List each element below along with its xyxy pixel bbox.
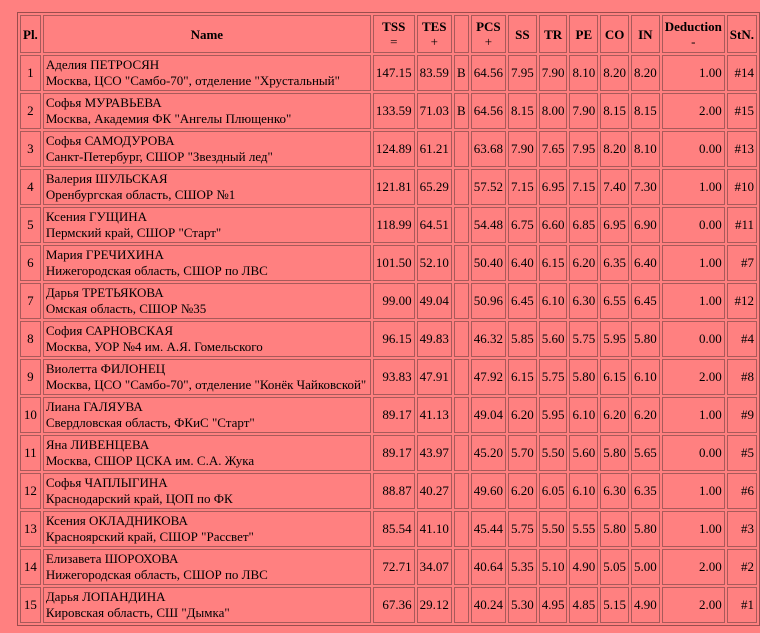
pe-cell: 4.85 xyxy=(569,587,598,623)
mark-cell xyxy=(454,473,469,509)
pe-cell: 6.10 xyxy=(569,473,598,509)
co-cell: 8.15 xyxy=(600,93,629,129)
header-tes xyxy=(417,15,452,53)
ss-cell: 6.40 xyxy=(508,245,537,281)
tes-cell: 29.12 xyxy=(417,587,452,623)
tes-cell: 61.21 xyxy=(417,131,452,167)
pcs-cell: 46.32 xyxy=(471,321,506,357)
name-cell xyxy=(43,283,371,319)
skater-name: Аделия ПЕТРОСЯН xyxy=(45,57,160,72)
skater-name: Софья ЧАПЛЫГИНА xyxy=(45,475,168,490)
skater-name: Виолетта ФИЛОНЕЦ xyxy=(45,361,166,376)
stn-cell: #6 xyxy=(727,473,757,509)
header-tss-operator: = xyxy=(390,34,398,49)
tr-cell: 5.50 xyxy=(539,511,568,547)
header-name xyxy=(43,15,371,53)
place-cell: 6 xyxy=(20,245,41,281)
tr-cell: 8.00 xyxy=(539,93,568,129)
tes-cell: 83.59 xyxy=(417,55,452,91)
header-stn xyxy=(727,15,757,53)
table-row xyxy=(20,359,757,395)
skater-club: Свердловская область, ФКиС "Старт" xyxy=(45,415,255,430)
stn-cell: #15 xyxy=(727,93,757,129)
co-cell: 5.80 xyxy=(600,435,629,471)
tss-cell: 85.54 xyxy=(373,511,415,547)
pe-cell: 6.20 xyxy=(569,245,598,281)
mark-cell xyxy=(454,549,469,585)
pe-cell: 6.30 xyxy=(569,283,598,319)
results-table xyxy=(17,12,760,626)
pe-cell: 7.90 xyxy=(569,93,598,129)
ss-cell: 6.45 xyxy=(508,283,537,319)
name-cell xyxy=(43,549,371,585)
name-cell xyxy=(43,321,371,357)
tss-cell: 96.15 xyxy=(373,321,415,357)
header-tss-label: TSS xyxy=(382,19,406,34)
name-cell xyxy=(43,169,371,205)
ss-cell: 7.95 xyxy=(508,55,537,91)
skater-name: Лиана ГАЛЯУВА xyxy=(45,399,143,414)
name-cell xyxy=(43,55,371,91)
in-cell: 8.15 xyxy=(631,93,660,129)
skater-club: Омская область, СШОР №35 xyxy=(45,301,207,316)
pcs-cell: 50.96 xyxy=(471,283,506,319)
table-row xyxy=(20,587,757,623)
skater-name: Яна ЛИВЕНЦЕВА xyxy=(45,437,150,452)
header-tes-operator: + xyxy=(430,34,438,49)
place-cell: 13 xyxy=(20,511,41,547)
mark-cell xyxy=(454,245,469,281)
co-cell: 5.95 xyxy=(600,321,629,357)
tes-cell: 41.10 xyxy=(417,511,452,547)
ss-cell: 5.85 xyxy=(508,321,537,357)
header-pcs-label: PCS xyxy=(476,19,501,34)
tes-cell: 43.97 xyxy=(417,435,452,471)
ded-cell: 0.00 xyxy=(662,321,725,357)
skater-club: Кировская область, СШ "Дымка" xyxy=(45,605,230,620)
mark-cell: B xyxy=(454,93,469,129)
co-cell: 5.05 xyxy=(600,549,629,585)
tss-cell: 93.83 xyxy=(373,359,415,395)
header-ded xyxy=(662,15,725,53)
ded-cell: 1.00 xyxy=(662,511,725,547)
pcs-cell: 64.56 xyxy=(471,93,506,129)
ss-cell: 6.20 xyxy=(508,397,537,433)
table-row xyxy=(20,511,757,547)
header-ss xyxy=(508,15,537,53)
stn-cell: #14 xyxy=(727,55,757,91)
skater-club: Москва, УОР №4 им. А.Я. Гомельского xyxy=(45,339,263,354)
name-cell xyxy=(43,359,371,395)
place-cell: 9 xyxy=(20,359,41,395)
table-row xyxy=(20,131,757,167)
name-cell xyxy=(43,131,371,167)
header-tes-label: TES xyxy=(421,19,447,34)
name-cell xyxy=(43,207,371,243)
in-cell: 8.10 xyxy=(631,131,660,167)
ded-cell: 0.00 xyxy=(662,435,725,471)
tr-cell: 6.10 xyxy=(539,283,568,319)
co-cell: 6.30 xyxy=(600,473,629,509)
tr-cell: 6.15 xyxy=(539,245,568,281)
in-cell: 6.10 xyxy=(631,359,660,395)
in-cell: 4.90 xyxy=(631,587,660,623)
table-row xyxy=(20,435,757,471)
place-cell: 3 xyxy=(20,131,41,167)
pe-cell: 6.10 xyxy=(569,397,598,433)
ss-cell: 8.15 xyxy=(508,93,537,129)
in-cell: 8.20 xyxy=(631,55,660,91)
skater-club: Нижегородская область, СШОР по ЛВС xyxy=(45,263,268,278)
tr-cell: 5.95 xyxy=(539,397,568,433)
ss-cell: 5.30 xyxy=(508,587,537,623)
co-cell: 8.20 xyxy=(600,131,629,167)
table-row xyxy=(20,321,757,357)
header-pe xyxy=(569,15,598,53)
header-name-label: Name xyxy=(190,26,224,42)
pcs-cell: 40.24 xyxy=(471,587,506,623)
skater-club: Красноярский край, СШОР "Рассвет" xyxy=(45,529,254,544)
name-cell xyxy=(43,511,371,547)
table-row xyxy=(20,549,757,585)
skater-name: Ксения ГУЩИНА xyxy=(45,209,148,224)
ss-cell: 6.75 xyxy=(508,207,537,243)
pcs-cell: 45.44 xyxy=(471,511,506,547)
stn-cell: #5 xyxy=(727,435,757,471)
ded-cell: 0.00 xyxy=(662,131,725,167)
header-pe-label: PE xyxy=(575,26,593,42)
header-ded-operator: - xyxy=(691,34,696,49)
pe-cell: 5.75 xyxy=(569,321,598,357)
name-cell xyxy=(43,473,371,509)
ss-cell: 6.15 xyxy=(508,359,537,395)
header-pl xyxy=(20,15,41,53)
in-cell: 5.80 xyxy=(631,321,660,357)
ded-cell: 2.00 xyxy=(662,93,725,129)
tr-cell: 5.75 xyxy=(539,359,568,395)
ded-cell: 1.00 xyxy=(662,245,725,281)
header-row xyxy=(20,15,757,53)
tr-cell: 5.60 xyxy=(539,321,568,357)
stn-cell: #2 xyxy=(727,549,757,585)
stn-cell: #4 xyxy=(727,321,757,357)
tes-cell: 52.10 xyxy=(417,245,452,281)
co-cell: 6.95 xyxy=(600,207,629,243)
pcs-cell: 49.60 xyxy=(471,473,506,509)
tss-cell: 124.89 xyxy=(373,131,415,167)
tss-cell: 147.15 xyxy=(373,55,415,91)
header-stn-label: StN. xyxy=(729,26,754,42)
in-cell: 5.65 xyxy=(631,435,660,471)
in-cell: 6.35 xyxy=(631,473,660,509)
co-cell: 7.40 xyxy=(600,169,629,205)
pcs-cell: 57.52 xyxy=(471,169,506,205)
header-pcs-operator: + xyxy=(484,34,493,49)
skater-club: Москва, ЦСО "Самбо-70", отделение "Хрустальный" xyxy=(45,73,340,88)
ss-cell: 7.90 xyxy=(508,131,537,167)
pcs-cell: 64.56 xyxy=(471,55,506,91)
table-row xyxy=(20,397,757,433)
in-cell: 6.45 xyxy=(631,283,660,319)
skater-name: Софья МУРАВЬЕВА xyxy=(45,95,162,110)
table-row xyxy=(20,55,757,91)
pe-cell: 5.55 xyxy=(569,511,598,547)
ded-cell: 1.00 xyxy=(662,473,725,509)
stn-cell: #9 xyxy=(727,397,757,433)
mark-cell xyxy=(454,511,469,547)
header-mark xyxy=(454,15,469,53)
header-ded-label: Deduction xyxy=(664,19,722,34)
place-cell: 8 xyxy=(20,321,41,357)
header-in-label: IN xyxy=(638,26,653,42)
tes-cell: 71.03 xyxy=(417,93,452,129)
mark-cell xyxy=(454,321,469,357)
place-cell: 12 xyxy=(20,473,41,509)
ded-cell: 1.00 xyxy=(662,283,725,319)
table-row xyxy=(20,283,757,319)
tss-cell: 89.17 xyxy=(373,397,415,433)
header-tr-label: TR xyxy=(544,26,563,42)
mark-cell xyxy=(454,397,469,433)
table-row xyxy=(20,93,757,129)
place-cell: 7 xyxy=(20,283,41,319)
tr-cell: 6.95 xyxy=(539,169,568,205)
mark-cell xyxy=(454,587,469,623)
tss-cell: 88.87 xyxy=(373,473,415,509)
table-row xyxy=(20,245,757,281)
table-row xyxy=(20,207,757,243)
pcs-cell: 40.64 xyxy=(471,549,506,585)
ded-cell: 2.00 xyxy=(662,359,725,395)
place-cell: 2 xyxy=(20,93,41,129)
co-cell: 6.15 xyxy=(600,359,629,395)
name-cell xyxy=(43,245,371,281)
table-row xyxy=(20,169,757,205)
ded-cell: 1.00 xyxy=(662,397,725,433)
tr-cell: 5.50 xyxy=(539,435,568,471)
pcs-cell: 49.04 xyxy=(471,397,506,433)
stn-cell: #11 xyxy=(727,207,757,243)
skater-club: Санкт-Петербург, СШОР "Звездный лед" xyxy=(45,149,273,164)
co-cell: 5.15 xyxy=(600,587,629,623)
skater-club: Краснодарский край, ЦОП по ФК xyxy=(45,491,233,506)
skater-name: Дарья ТРЕТЬЯКОВА xyxy=(45,285,164,300)
skater-name: Софья САМОДУРОВА xyxy=(45,133,175,148)
tes-cell: 40.27 xyxy=(417,473,452,509)
in-cell: 5.00 xyxy=(631,549,660,585)
name-cell xyxy=(43,93,371,129)
co-cell: 6.55 xyxy=(600,283,629,319)
place-cell: 15 xyxy=(20,587,41,623)
pe-cell: 5.80 xyxy=(569,359,598,395)
ded-cell: 0.00 xyxy=(662,207,725,243)
tr-cell: 7.90 xyxy=(539,55,568,91)
stn-cell: #12 xyxy=(727,283,757,319)
tes-cell: 49.83 xyxy=(417,321,452,357)
pcs-cell: 47.92 xyxy=(471,359,506,395)
skater-name: Елизавета ШОРОХОВА xyxy=(45,551,179,566)
tss-cell: 67.36 xyxy=(373,587,415,623)
stn-cell: #3 xyxy=(727,511,757,547)
stn-cell: #8 xyxy=(727,359,757,395)
tr-cell: 6.05 xyxy=(539,473,568,509)
place-cell: 14 xyxy=(20,549,41,585)
co-cell: 5.80 xyxy=(600,511,629,547)
mark-cell xyxy=(454,435,469,471)
tss-cell: 121.81 xyxy=(373,169,415,205)
pcs-cell: 50.40 xyxy=(471,245,506,281)
in-cell: 7.30 xyxy=(631,169,660,205)
pe-cell: 6.85 xyxy=(569,207,598,243)
skater-club: Москва, Академия ФК "Ангелы Плющенко" xyxy=(45,111,292,126)
table-row xyxy=(20,473,757,509)
skater-name: Ксения ОКЛАДНИКОВА xyxy=(45,513,188,528)
place-cell: 5 xyxy=(20,207,41,243)
header-co-label: CO xyxy=(604,26,625,42)
ss-cell: 6.20 xyxy=(508,473,537,509)
in-cell: 6.40 xyxy=(631,245,660,281)
mark-cell xyxy=(454,131,469,167)
pe-cell: 4.90 xyxy=(569,549,598,585)
header-tss xyxy=(373,15,415,53)
ss-cell: 5.75 xyxy=(508,511,537,547)
mark-cell xyxy=(454,169,469,205)
header-ss-label: SS xyxy=(515,26,530,42)
header-pl-label: Pl. xyxy=(23,26,38,42)
ss-cell: 5.70 xyxy=(508,435,537,471)
in-cell: 6.90 xyxy=(631,207,660,243)
ss-cell: 7.15 xyxy=(508,169,537,205)
pe-cell: 7.95 xyxy=(569,131,598,167)
skater-club: Москва, СШОР ЦСКА им. С.А. Жука xyxy=(45,453,255,468)
in-cell: 5.80 xyxy=(631,511,660,547)
co-cell: 8.20 xyxy=(600,55,629,91)
ded-cell: 1.00 xyxy=(662,55,725,91)
stn-cell: #13 xyxy=(727,131,757,167)
pe-cell: 7.15 xyxy=(569,169,598,205)
skater-name: София САРНОВСКАЯ xyxy=(45,323,174,338)
tes-cell: 64.51 xyxy=(417,207,452,243)
place-cell: 4 xyxy=(20,169,41,205)
place-cell: 11 xyxy=(20,435,41,471)
tss-cell: 89.17 xyxy=(373,435,415,471)
tr-cell: 6.60 xyxy=(539,207,568,243)
name-cell xyxy=(43,587,371,623)
skater-club: Оренбургская область, СШОР №1 xyxy=(45,187,236,202)
stn-cell: #1 xyxy=(727,587,757,623)
skater-club: Нижегородская область, СШОР по ЛВС xyxy=(45,567,268,582)
pe-cell: 5.60 xyxy=(569,435,598,471)
ss-cell: 5.35 xyxy=(508,549,537,585)
in-cell: 6.20 xyxy=(631,397,660,433)
tes-cell: 49.04 xyxy=(417,283,452,319)
tss-cell: 72.71 xyxy=(373,549,415,585)
tr-cell: 4.95 xyxy=(539,587,568,623)
ded-cell: 2.00 xyxy=(662,549,725,585)
header-pcs xyxy=(471,15,506,53)
tes-cell: 34.07 xyxy=(417,549,452,585)
results-body xyxy=(20,55,757,623)
mark-cell xyxy=(454,207,469,243)
mark-cell xyxy=(454,359,469,395)
skater-name: Мария ГРЕЧИХИНА xyxy=(45,247,164,262)
tr-cell: 5.10 xyxy=(539,549,568,585)
mark-cell xyxy=(454,283,469,319)
skater-name: Валерия ШУЛЬСКАЯ xyxy=(45,171,168,186)
skater-club: Москва, ЦСО "Самбо-70", отделение "Конёк Чайковской" xyxy=(45,377,367,392)
pcs-cell: 45.20 xyxy=(471,435,506,471)
pcs-cell: 63.68 xyxy=(471,131,506,167)
co-cell: 6.20 xyxy=(600,397,629,433)
tr-cell: 7.65 xyxy=(539,131,568,167)
mark-cell: B xyxy=(454,55,469,91)
stn-cell: #10 xyxy=(727,169,757,205)
stn-cell: #7 xyxy=(727,245,757,281)
pcs-cell: 54.48 xyxy=(471,207,506,243)
tes-cell: 41.13 xyxy=(417,397,452,433)
header-co xyxy=(600,15,629,53)
pe-cell: 8.10 xyxy=(569,55,598,91)
skater-name: Дарья ЛОПАНДИНА xyxy=(45,589,166,604)
tss-cell: 99.00 xyxy=(373,283,415,319)
header-in xyxy=(631,15,660,53)
place-cell: 10 xyxy=(20,397,41,433)
place-cell: 1 xyxy=(20,55,41,91)
tss-cell: 133.59 xyxy=(373,93,415,129)
ded-cell: 2.00 xyxy=(662,587,725,623)
name-cell xyxy=(43,435,371,471)
co-cell: 6.35 xyxy=(600,245,629,281)
ded-cell: 1.00 xyxy=(662,169,725,205)
tss-cell: 101.50 xyxy=(373,245,415,281)
tes-cell: 65.29 xyxy=(417,169,452,205)
tss-cell: 118.99 xyxy=(373,207,415,243)
tes-cell: 47.91 xyxy=(417,359,452,395)
skater-club: Пермский край, СШОР "Старт" xyxy=(45,225,222,240)
name-cell xyxy=(43,397,371,433)
header-tr xyxy=(539,15,568,53)
